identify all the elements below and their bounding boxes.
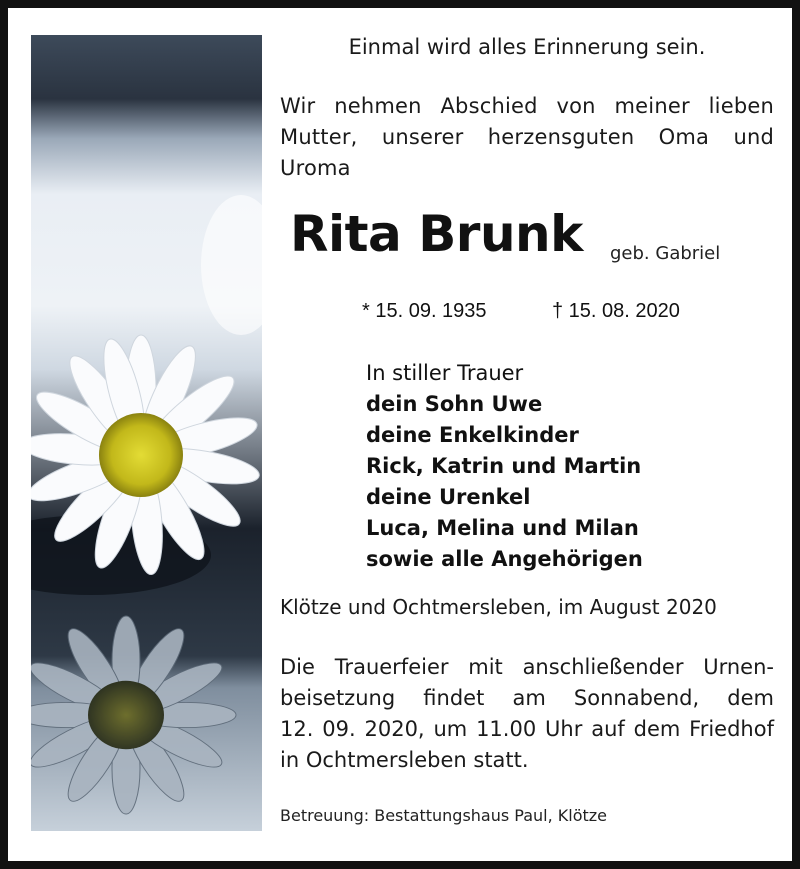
birth-date: * 15. 09. 1935 — [362, 300, 487, 322]
birth-name: geb. Gabriel — [610, 243, 721, 264]
mourner-line: sowie alle Angehörigen — [366, 547, 643, 571]
mourners-block — [366, 358, 766, 575]
death-date: † 15. 08. 2020 — [552, 300, 680, 322]
place-date: Klötze und Ochtmersleben, im August 2020 — [280, 595, 717, 619]
intro-line: Mutter, unserer herzensguten Oma und — [280, 125, 774, 149]
intro-text — [280, 91, 774, 184]
intro-line: Wir nehmen Abschied von meiner lieben — [280, 94, 774, 118]
mourners-intro: In stiller Trauer — [366, 361, 524, 385]
service-line: beisetzung findet am Sonnabend, dem — [280, 686, 774, 710]
mourner-line: deine Enkelkinder — [366, 423, 579, 447]
mourner-line: Luca, Melina und Milan — [366, 516, 639, 540]
motto: Einmal wird alles Erinnerung sein. — [348, 35, 706, 59]
service-line: 12. 09. 2020, um 11.00 Uhr auf dem Friedhof — [280, 717, 774, 741]
mourner-line: Rick, Katrin und Martin — [366, 454, 642, 478]
service-info — [280, 652, 774, 776]
life-dates — [362, 300, 762, 330]
deceased-name-row — [290, 205, 770, 275]
funeral-home-credit: Betreuung: Bestattungshaus Paul, Klötze — [280, 806, 608, 825]
service-line: in Ochtmersleben statt. — [280, 748, 529, 772]
intro-line: Uroma — [280, 156, 351, 180]
service-line: Die Trauerfeier mit anschließender Urnen- — [280, 655, 774, 679]
daisy-photo — [31, 35, 262, 831]
mourner-line: deine Urenkel — [366, 485, 531, 509]
mourner-line: dein Sohn Uwe — [366, 392, 543, 416]
deceased-name: Rita Brunk — [290, 205, 583, 263]
